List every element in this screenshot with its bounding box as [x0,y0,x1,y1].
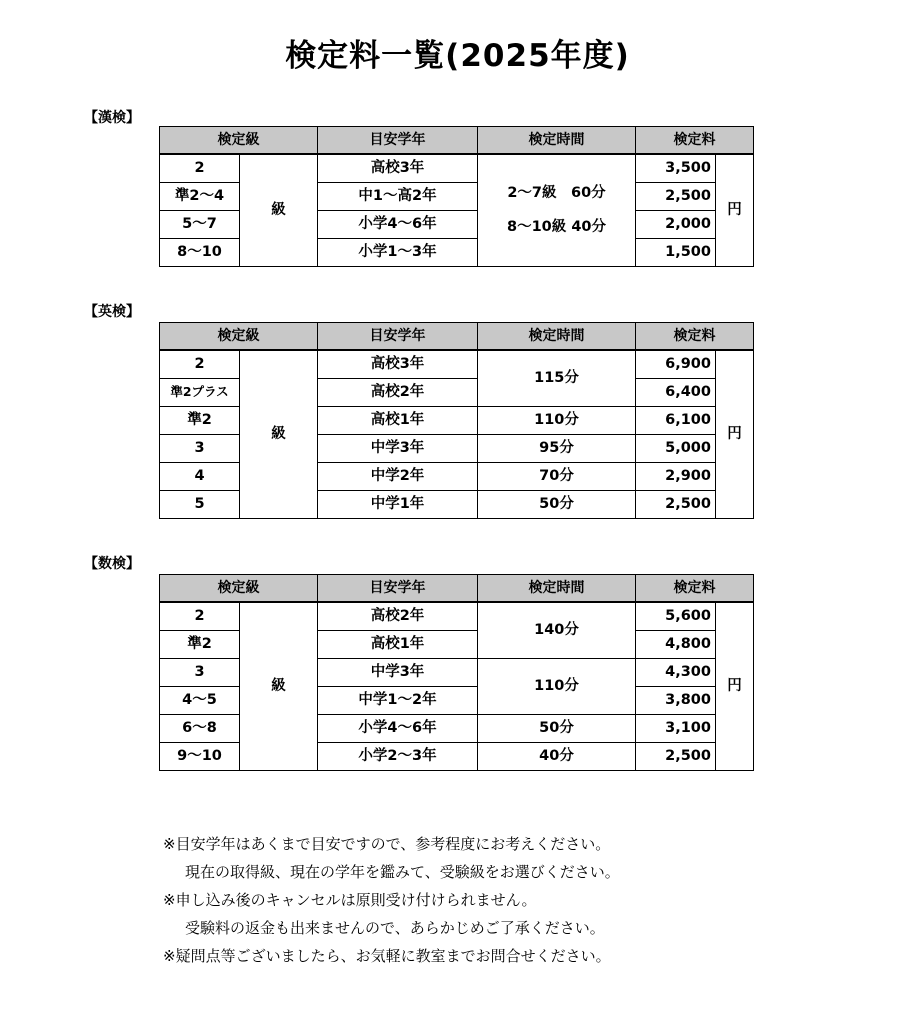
kyu-label: 級 [240,350,318,518]
exam-time-cell: 140分 [478,602,636,658]
grade-cell: 2 [160,154,240,182]
year-cell: 中学3年 [318,658,478,686]
year-cell: 高校3年 [318,350,478,378]
fee-cell: 2,500 [636,182,716,210]
grade-cell: 6～8 [160,714,240,742]
header-target-year: 目安学年 [318,575,478,603]
yen-label: 円 [716,154,754,266]
header-fee: 検定料 [636,127,754,155]
suken-section-label: 【数検】 [84,556,140,572]
note-line: ※申し込み後のキャンセルは原則受け付けられません。 [163,891,537,909]
exam-time-cell [478,154,636,266]
year-cell: 高校1年 [318,406,478,434]
year-cell: 中1～高2年 [318,182,478,210]
kanken-section-label: 【漢検】 [84,110,140,126]
fee-cell: 4,300 [636,658,716,686]
fee-cell: 3,500 [636,154,716,182]
grade-cell: 4～5 [160,686,240,714]
page-title: 検定料一覧(2025年度) [285,38,630,74]
exam-time-cell: 115分 [478,350,636,406]
year-cell: 小学2～3年 [318,742,478,770]
header-grade: 検定級 [160,575,318,603]
grade-cell: 4 [160,462,240,490]
exam-time-cell: 70分 [478,462,636,490]
header-target-year: 目安学年 [318,323,478,351]
note-line: ※目安学年はあくまで目安ですので、参考程度にお考えください。 [163,835,611,853]
year-cell: 高校2年 [318,378,478,406]
suken-fee-table [159,574,754,771]
note-line: 受験料の返金も出来ませんので、あらかじめご了承ください。 [185,919,605,937]
exam-time-cell: 95分 [478,434,636,462]
eiken-section-label: 【英検】 [84,304,140,320]
grade-cell: 5～7 [160,210,240,238]
exam-time-cell: 110分 [478,406,636,434]
fee-cell: 6,900 [636,350,716,378]
exam-time-cell: 50分 [478,714,636,742]
header-exam-time: 検定時間 [478,323,636,351]
fee-cell: 2,900 [636,462,716,490]
fee-cell: 6,100 [636,406,716,434]
fee-cell: 4,800 [636,630,716,658]
year-cell: 高校2年 [318,602,478,630]
notes [163,830,620,970]
fee-cell: 5,600 [636,602,716,630]
year-cell: 小学4～6年 [318,714,478,742]
year-cell: 中学3年 [318,434,478,462]
grade-cell: 準2 [160,630,240,658]
grade-cell: 準2 [160,406,240,434]
fee-cell: 5,000 [636,434,716,462]
kyu-label: 級 [240,154,318,266]
fee-cell: 3,800 [636,686,716,714]
grade-cell: 準2プラス [160,378,240,406]
year-cell: 中学1年 [318,490,478,518]
header-grade: 検定級 [160,127,318,155]
exam-time-cell: 50分 [478,490,636,518]
year-cell: 小学1～3年 [318,238,478,266]
year-cell: 高校1年 [318,630,478,658]
fee-cell: 2,000 [636,210,716,238]
eiken-fee-table [159,322,754,519]
fee-cell: 6,400 [636,378,716,406]
grade-cell: 2 [160,602,240,630]
yen-label: 円 [716,602,754,770]
exam-time-line: 2～7級 60分 [507,185,606,202]
year-cell: 高校3年 [318,154,478,182]
header-exam-time: 検定時間 [478,127,636,155]
note-line: 現在の取得級、現在の学年を鑑みて、受験級をお選びください。 [185,863,620,881]
exam-time-cell: 110分 [478,658,636,714]
grade-cell: 8～10 [160,238,240,266]
kanken-fee-table [159,126,754,267]
grade-cell: 5 [160,490,240,518]
year-cell: 中学2年 [318,462,478,490]
header-target-year: 目安学年 [318,127,478,155]
fee-cell: 2,500 [636,742,716,770]
fee-cell: 1,500 [636,238,716,266]
header-fee: 検定料 [636,323,754,351]
yen-label: 円 [716,350,754,518]
grade-cell: 9～10 [160,742,240,770]
year-cell: 小学4～6年 [318,210,478,238]
note-line: ※疑問点等ございましたら、お気軽に教室までお問合せください。 [163,947,611,965]
header-exam-time: 検定時間 [478,575,636,603]
exam-time-cell: 40分 [478,742,636,770]
grade-cell: 3 [160,434,240,462]
grade-cell: 3 [160,658,240,686]
header-grade: 検定級 [160,323,318,351]
grade-cell: 2 [160,350,240,378]
exam-time-line: 8～10級 40分 [507,219,606,236]
header-fee: 検定料 [636,575,754,603]
kyu-label: 級 [240,602,318,770]
fee-cell: 2,500 [636,490,716,518]
year-cell: 中学1～2年 [318,686,478,714]
grade-cell: 準2～4 [160,182,240,210]
fee-cell: 3,100 [636,714,716,742]
